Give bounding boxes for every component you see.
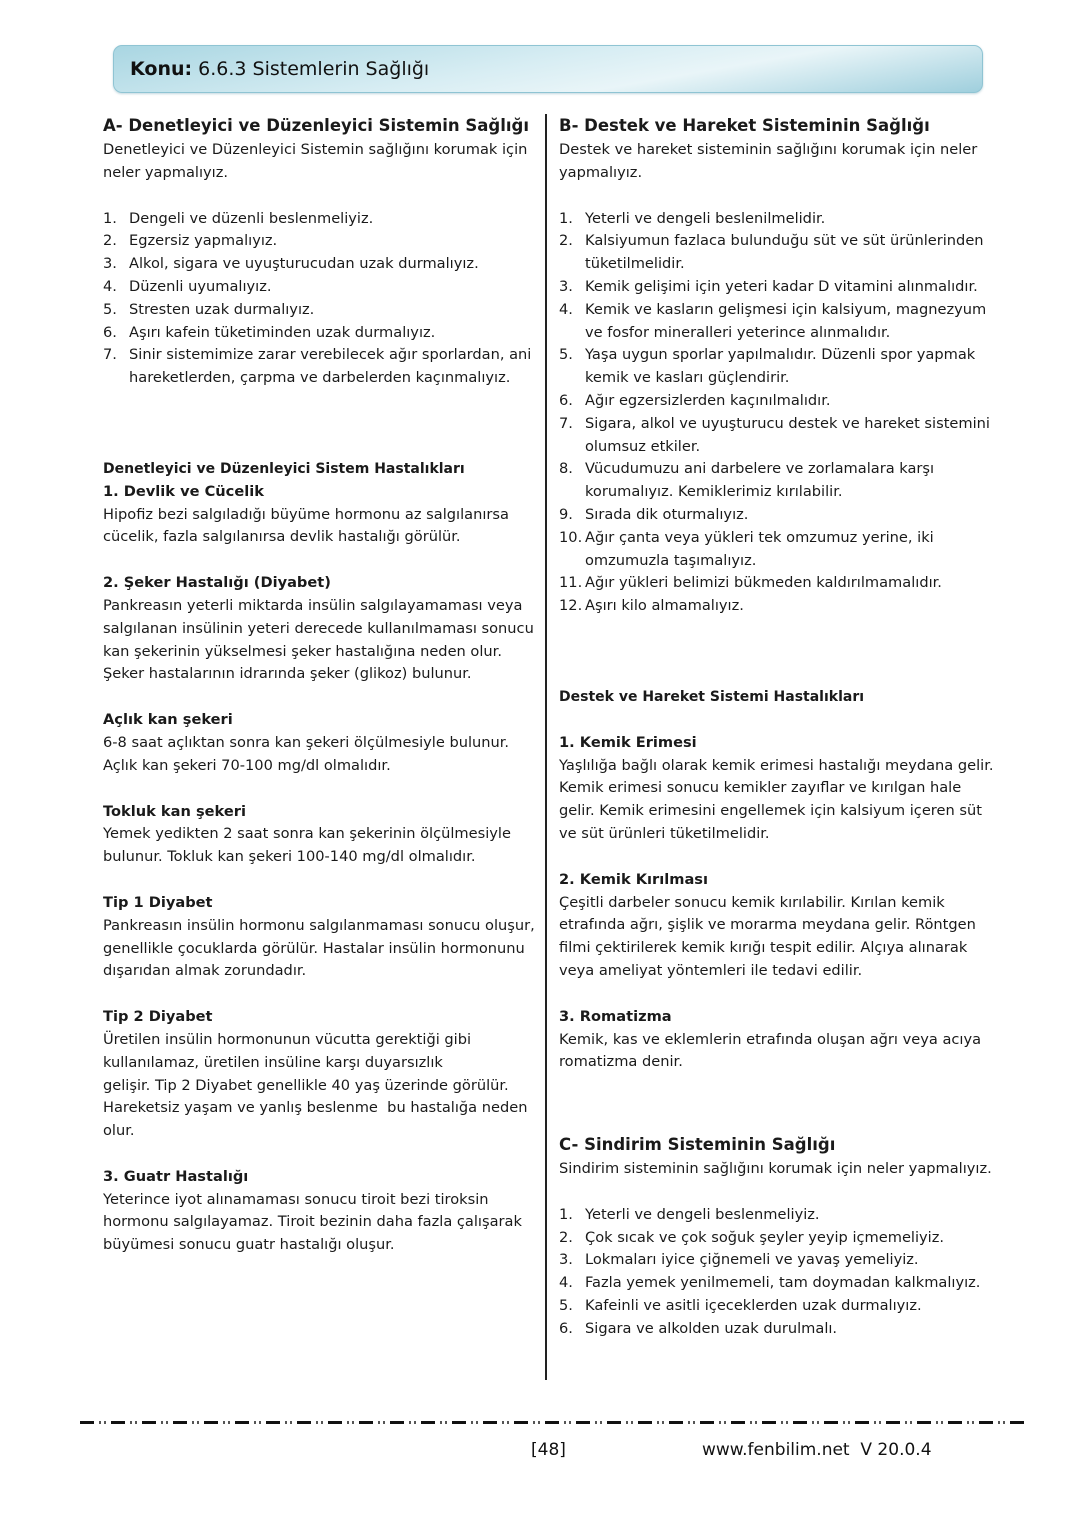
list-item: 4. Kemik ve kasların gelişmesi için kalsiyum, magnezyum ve fosfor mineralleri yeterince alınmalıdır. [559,300,987,341]
page-number: [48] [531,1440,566,1460]
list-item: 3. Alkol, sigara ve uyuşturucudan uzak durmalıyız. [103,255,479,273]
site-link[interactable]: www.fenbilim.net V 20.0.4 [702,1440,932,1460]
section-a-diseases-title: Denetleyici ve Düzenleyici Sistem Hastalıkları [103,460,465,477]
list-item: 4. Fazla yemek yenilmemeli, tam doymadan kalkmalıyız. [559,1274,981,1292]
list-item: 3. Lokmaları iyice çiğnemeli ve yavaş yemeliyiz. [559,1251,919,1269]
tokluk-title: Tokluk kan şekeri [103,802,246,820]
disease-romatizma-title: 3. Romatizma [559,1007,672,1025]
list-item: 7. Sinir sistemimize zarar verebilecek ağır sporlardan, ani hareketlerden, çarpma ve darbelerden kaçınmalıyız. [103,346,532,387]
disease-devlik-title: 1. Devlik ve Cücelik [103,482,264,500]
disease-seker-title: 2. Şeker Hastalığı (Diyabet) [103,574,331,592]
disease-kirilma-title: 2. Kemik Kırılması [559,870,708,888]
list-item: 6. Sigara ve alkolden uzak durulmalı. [559,1319,838,1337]
tip1-title: Tip 1 Diyabet [103,893,213,911]
list-item: 1. Yeterli ve dengeli beslenilmelidir. [559,209,826,227]
section-c-title: C- Sindirim Sisteminin Sağlığı [559,1135,836,1155]
topic-heading [130,58,429,80]
section-b-intro: Destek ve hareket sisteminin sağlığını korumak için neler yapmalıyız. [559,141,978,181]
disease-guatr-title: 3. Guatr Hastalığı [103,1167,249,1185]
list-item: 4. Düzenli uyumalıyız. [103,277,272,295]
list-item: 10. Ağır çanta veya yükleri tek omzumuz yerine, iki omzumuzla taşımalıyız. [559,528,934,569]
list-item: 9. Sırada dik oturmalıyız. [559,505,749,523]
list-item: 2. Çok sıcak ve çok soğuk şeyler yeyip içmemeliyiz. [559,1228,945,1246]
topic-label: Konu: [130,58,193,80]
list-item: 3. Kemik gelişimi için yeteri kadar D vitamini alınmalıdır. [559,277,978,295]
list-item: 2. Kalsiyumun fazlaca bulunduğu süt ve süt ürünlerinden tüketilmelidir. [559,232,984,273]
list-item: 5. Yaşa uygun sporlar yapılmalıdır. Düzenli spor yapmak kemik ve kasları güçlendirir. [559,346,976,387]
section-a-intro: Denetleyici ve Düzenleyici Sistemin sağlığını korumak için neler yapmalıyız. [103,141,528,181]
list-item: 2. Egzersiz yapmalıyız. [103,232,278,250]
left-column [103,113,539,1257]
tip2-text: Üretilen insülin hormonunun vücutta gerektiği gibi kullanılamaz, üretilen insüline karşı duyarsızlık gelişir. Tip 2 Diyabet genellikle 40 yaş üzerinde görülür. Hareketsiz yaşam ve yanlış beslenme bu hastalığa neden olur. [103,1030,528,1140]
list-item: 1. Yeterli ve dengeli beslenmeliyiz. [559,1205,820,1223]
list-item: 5. Kafeinli ve asitli içeceklerden uzak durmalıyız. [559,1297,922,1315]
tip2-title: Tip 2 Diyabet [103,1008,213,1026]
footer-divider [80,1421,1025,1424]
tokluk-text: Yemek yedikten 2 saat sonra kan şekerinin ölçülmesiyle bulunur. Tokluk kan şekeri 100-140 mg/dl olmalıdır. [103,825,511,866]
list-item: 5. Stresten uzak durmalıyız. [103,300,315,318]
topic-banner [113,45,983,93]
right-column [559,113,999,1341]
section-c-list [559,1204,999,1341]
section-b-diseases-title: Destek ve Hareket Sistemi Hastalıkları [559,688,865,705]
aclik-title: Açlık kan şekeri [103,711,233,729]
section-b-list [559,208,999,618]
disease-erime-title: 1. Kemik Erimesi [559,733,697,751]
tip1-text: Pankreasın insülin hormonu salgılanmaması sonucu oluşur, genellikle çocuklarda görülür. Hastalar insülin hormonunu dışarıdan almak zorundadır. [103,916,535,980]
disease-guatr-text: Yeterince iyot alınamaması sonucu tiroit bezi tiroksin hormonu salgılayamaz. Tiroit bezinin daha fazla çalışarak büyümesi sonucu guatr hastalığı oluşur. [103,1190,522,1254]
list-item: 11. Ağır yükleri belimizi bükmeden kaldırılmamalıdır. [559,574,942,592]
section-c-intro: Sindirim sisteminin sağlığını korumak için neler yapmalıyız. [559,1160,992,1178]
disease-seker-text: Pankreasın yeterli miktarda insülin salgılayamaması veya salgılanan insülinin yeteri derecede kullanılmaması sonucu kan şekerinin yükselmesi şeker hastalığına neden olur. Şeker hastalarının idrarında şeker (glikoz) bulunur. [103,596,534,683]
section-b-title: B- Destek ve Hareket Sisteminin Sağlığı [559,116,930,135]
disease-erime-text: Yaşlılığa bağlı olarak kemik erimesi hastalığı meydana gelir. Kemik erimesi sonucu kemikler zayıflar ve kırılgan hale gelir. Kemik erimesini engellemek için kalsiyum içeren süt ve süt ürünleri tüketilmelidir. [559,756,994,842]
section-a-list [103,208,539,390]
section-a-title: A- Denetleyici ve Düzenleyici Sistemin Sağlığı [103,116,530,135]
topic-title: 6.6.3 Sistemlerin Sağlığı [198,58,430,80]
disease-kirilma-text: Çeşitli darbeler sonucu kemik kırılabilir. Kırılan kemik etrafında ağrı, şişlik ve morarma meydana gelir. Röntgen filmi çektirilerek kemik kırığı tespit edilir. Alçıya alınarak veya ameliyat yöntemleri ile tedavi edilir. [559,893,976,979]
list-item: 7. Sigara, alkol ve uyuşturucu destek ve hareket sistemini olumsuz etkiler. [559,414,990,455]
list-item: 6. Ağır egzersizlerden kaçınılmalıdır. [559,391,831,409]
list-item: 8. Vücudumuzu ani darbelere ve zorlamalara karşı korumalıyız. Kemiklerimiz kırılabilir. [559,460,935,501]
column-divider [545,114,547,1380]
disease-devlik-text: Hipofiz bezi salgıladığı büyüme hormonu az salgılanırsa cücelik, fazla salgılanırsa devlik hastalığı görülür. [103,505,509,546]
list-item: 12. Aşırı kilo almamalıyız. [559,597,744,615]
list-item: 6. Aşırı kafein tüketiminden uzak durmalıyız. [103,323,436,341]
disease-romatizma-text: Kemik, kas ve eklemlerin etrafında oluşan ağrı veya acıya romatizma denir. [559,1030,982,1071]
list-item: 1. Dengeli ve düzenli beslenmeliyiz. [103,209,374,227]
aclik-text: 6-8 saat açlıktan sonra kan şekeri ölçülmesiyle bulunur. Açlık kan şekeri 70-100 mg/dl olmalıdır. [103,733,510,774]
